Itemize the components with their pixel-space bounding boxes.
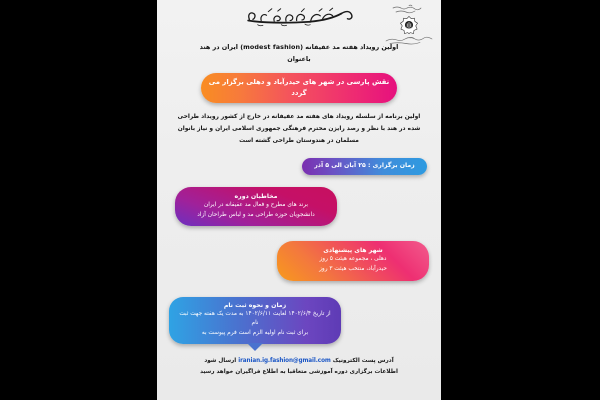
audience-card	[175, 187, 337, 226]
poster-sheet	[157, 0, 441, 400]
headline-banner	[201, 73, 397, 103]
audience-card-line-2: دانشجویان حوزه طراحی مد و لباس طراحان آزاد	[197, 211, 315, 218]
cities-card-line-1: دهلی ، مجموعه هیئت ۵ روز	[319, 256, 387, 263]
footer-email-prefix: آدرس پست الکترونیک	[332, 357, 394, 364]
subtitle-line-2: باعنوان	[287, 55, 311, 64]
intro-line-1: اولین برنامه از سلسله رویداد های هفته مد عفیفانه در خارج از کشور رویداد طراحی شده	[177, 114, 421, 133]
registration-card	[169, 297, 341, 344]
registration-card-line-1: از تاریخ ۱۴۰۲/۶/۴ لغایت ۱۴۰۲/۶/۱۱ به مدت یک هفته جهت ثبت نام	[179, 310, 331, 327]
registration-card-line-2: برای ثبت نام اولیه الزم است فرم پیوست به	[201, 329, 309, 336]
cities-card-title: شهر های پیشنهادی	[323, 247, 383, 255]
registration-card-pointer-icon	[247, 343, 263, 351]
audience-card-line-1: برند های مطرح و فعال مد عفیفانه در ایران	[203, 202, 309, 208]
cities-card	[277, 241, 429, 280]
basmala-calligraphy	[157, 4, 441, 34]
audience-card-title: مخاطبان دوره	[234, 192, 278, 200]
intro-line-2: در هند با نظر و رصد رایزن محترم فرهنگی جمهوری اسلامی ایران و نیاز بانوان مسلمان	[177, 126, 406, 145]
event-date-text: زمان برگزاری : ۲۵ آبان الی ۵ آذر	[314, 162, 415, 170]
intro-paragraph	[174, 111, 424, 147]
intro-line-3: در هندوستان طراحی گشته است	[239, 138, 334, 145]
poster-header	[157, 0, 441, 40]
poster-footer	[171, 356, 427, 378]
cities-card-line-2: حیدرآباد، منتخب هیئت ۳ روز	[319, 265, 387, 272]
footer-email-suffix: ارسال شود	[204, 357, 237, 364]
subtitle-line-1: اولین رویداد هفته مد عفیفانه (modest fashion) ایران در هند	[199, 43, 399, 51]
registration-card-title: زمان و نحوه ثبت نام	[223, 301, 287, 309]
basmala-icon	[239, 4, 359, 30]
contact-email[interactable]: iranian.ig.fashion@gmail.com	[238, 357, 331, 364]
footer-email-line	[171, 356, 427, 367]
headline-text: نقش پارسی در شهر های حیدرآباد و دهلی برگزار می گردد	[208, 78, 390, 97]
event-date-badge	[302, 158, 427, 174]
organization-name-script-bottom-icon	[384, 36, 434, 45]
footer-note: اطلاعات برگزاری دوره آموزشی متعاقبا به اطلاع فراگیران خواهد رسید	[200, 368, 398, 375]
